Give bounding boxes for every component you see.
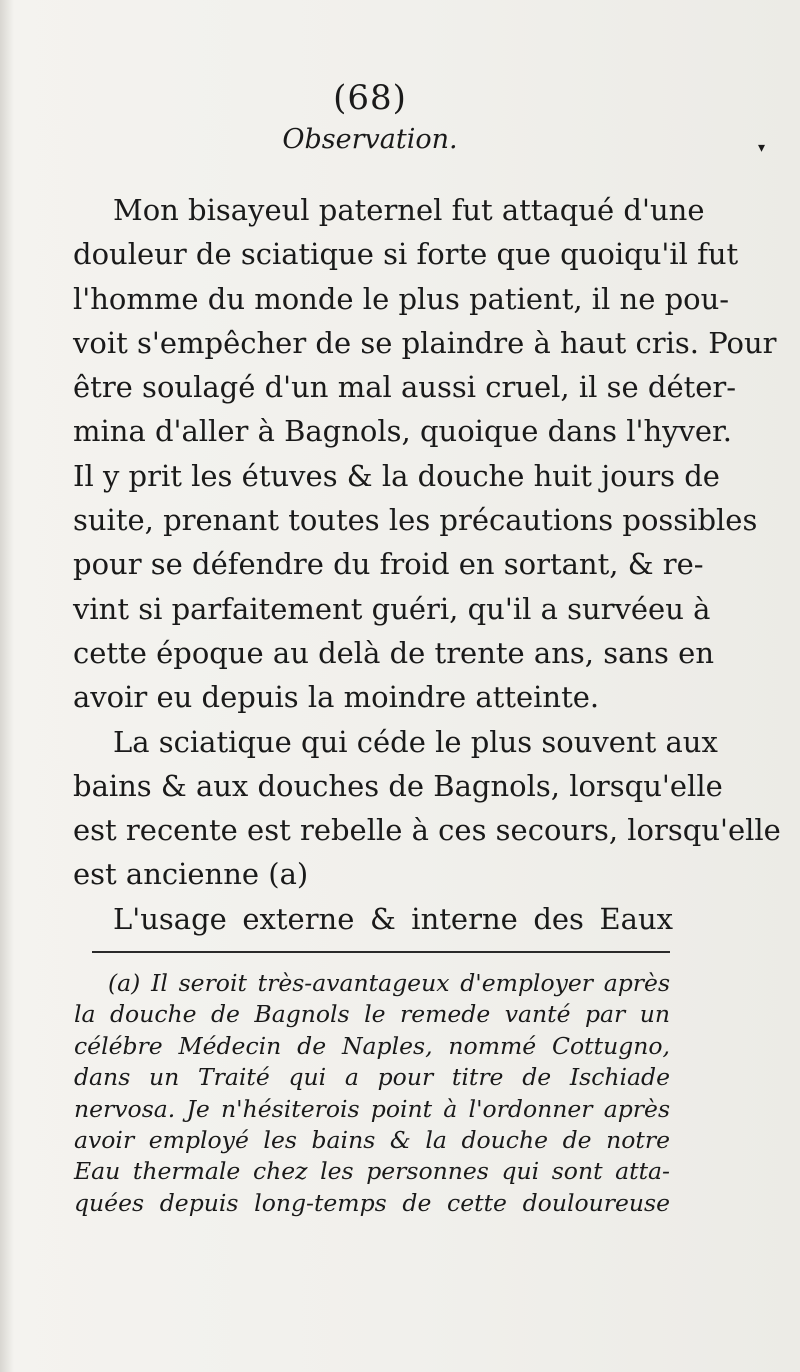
margin-mark: ▾	[758, 140, 766, 156]
footnote	[74, 968, 670, 1219]
body-line: est recente est rebelle à ces secours, lorsqu'elle	[73, 813, 781, 848]
footnote-line: Eau thermale chez les personnes qui sont atta-	[74, 1157, 670, 1186]
body-line: est ancienne (a)	[73, 857, 309, 892]
footnote-divider	[92, 951, 670, 953]
section-title: Observation.	[282, 124, 458, 155]
body-line: avoir eu depuis la moindre atteinte.	[73, 680, 600, 715]
footnote-line: dans un Traité qui a pour titre de Ischiade	[74, 1063, 670, 1092]
body-line: pour se défendre du froid en sortant, & re-	[73, 547, 704, 582]
body-line: La sciatique qui céde le plus souvent aux	[113, 724, 718, 759]
footnote-line: célébre Médecin de Naples, nommé Cottugno,	[74, 1031, 670, 1060]
footnote-line: quées depuis long-temps de cette douloureuse	[74, 1188, 670, 1217]
body-line: Mon bisayeul paternel fut attaqué d'une	[113, 193, 705, 227]
body-line: l'homme du monde le plus patient, il ne pou-	[73, 281, 730, 316]
footnote-line: (a) Il seroit très-avantageux d'employer après	[108, 969, 670, 997]
page-number: (68)	[333, 78, 407, 118]
body-line: être soulagé d'un mal aussi cruel, il se déter-	[73, 370, 737, 405]
body-text	[73, 188, 781, 941]
body-line: mina d'aller à Bagnols, quoique dans l'hyver.	[73, 414, 732, 449]
page-edge-shadow	[0, 0, 14, 1372]
body-line: cette époque au delà de trente ans, sans en	[73, 635, 715, 670]
body-line: vint si parfaitement guéri, qu'il a survéeu à	[73, 591, 711, 626]
body-line: suite, prenant toutes les précautions possibles	[73, 503, 758, 538]
body-line: douleur de sciatique si forte que quoiqu'il fut	[73, 237, 739, 272]
footnote-line: nervosa. Je n'hésiterois point à l'ordonner après	[74, 1094, 670, 1123]
body-line: voit s'empêcher de se plaindre à haut cris. Pour	[73, 325, 777, 360]
body-line: L'usage externe & interne des Eaux	[113, 901, 673, 936]
footnote-line: avoir employé les bains & la douche de notre	[74, 1125, 670, 1154]
body-line: Il y prit les étuves & la douche huit jours de	[73, 458, 720, 493]
body-line: bains & aux douches de Bagnols, lorsqu'elle	[73, 768, 723, 803]
footnote-line: la douche de Bagnols le remede vanté par un	[74, 1000, 670, 1029]
